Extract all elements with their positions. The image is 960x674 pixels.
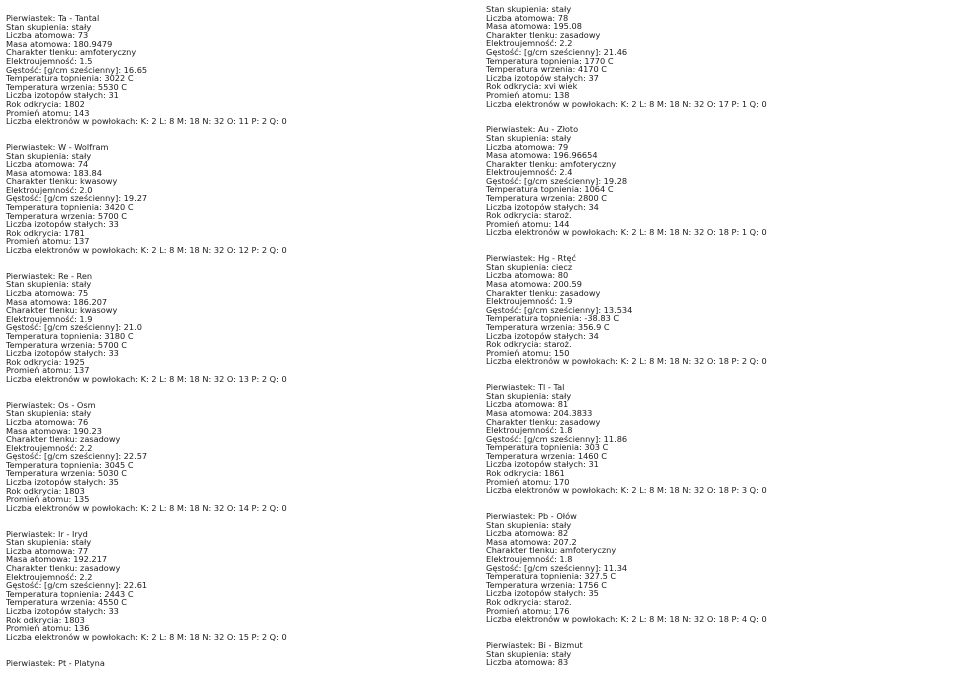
element-entry xyxy=(6,401,476,513)
entry-property-line: Liczba izotopów stałych: 34 xyxy=(486,201,599,212)
entry-property-line: Rok odkrycia: 1803 xyxy=(6,614,85,625)
entry-property-line: Rok odkrycia: staroż. xyxy=(486,339,572,350)
entry-property-line: Promień atomu: 170 xyxy=(486,476,570,487)
entry-property-line: Masa atomowa: 192.217 xyxy=(6,554,108,565)
entry-heading-line: Pierwiastek: Pb - Ołów xyxy=(486,511,577,522)
entry-property-line: Gęstość: [g/cm sześcienny]: 11.34 xyxy=(486,562,628,573)
entry-property-line: Temperatura topnienia: 3022 C xyxy=(6,73,134,84)
entry-property-line: Masa atomowa: 207.2 xyxy=(486,536,577,547)
entry-property-line: Liczba elektronów w powłokach: K: 2 L: 8 M: 18 N: 32 O: 18 P: 3 Q: 0 xyxy=(486,485,767,496)
entry-property-line: Liczba atomowa: 80 xyxy=(486,270,569,281)
entry-separator xyxy=(486,108,956,125)
entry-property-line: Temperatura wrzenia: 5030 C xyxy=(6,468,128,479)
entry-property-line: Temperatura topnienia: 1064 C xyxy=(486,184,614,195)
entry-property-line: Stan skupienia: stały xyxy=(486,390,572,401)
entry-property-line: Rok odkrycia: staroż. xyxy=(486,596,572,607)
entry-property-line: Liczba izotopów stałych: 31 xyxy=(6,90,119,101)
entry-property-line: Masa atomowa: 186.207 xyxy=(6,296,108,307)
entry-property-line: Masa atomowa: 195.08 xyxy=(486,21,582,32)
entry-property-line: Liczba izotopów stałych: 35 xyxy=(6,477,119,488)
entry-property-line: Promień atomu: 144 xyxy=(486,218,570,229)
entry-property-line: Temperatura wrzenia: 2800 C xyxy=(486,193,608,204)
entry-heading-line: Pierwiastek: Re - Ren xyxy=(6,270,93,281)
entry-property-line: Liczba izotopów stałych: 33 xyxy=(6,605,119,616)
entry-heading-line: Pierwiastek: Ta - Tantal xyxy=(6,13,100,23)
entry-property-line: Charakter tlenku: amfoteryczny xyxy=(486,158,617,169)
entry-property-line: Elektroujemność: 2.0 xyxy=(6,184,93,195)
right-column xyxy=(486,0,956,667)
entry-property-line: Liczba elektronów w powłokach: K: 2 L: 8 M: 18 N: 32 O: 18 P: 2 Q: 0 xyxy=(486,356,767,367)
entry-property-line: Promień atomu: 143 xyxy=(6,107,90,118)
entry-property-line: Liczba atomowa: 77 xyxy=(6,545,89,556)
entry-property-line: Liczba izotopów stałych: 33 xyxy=(6,219,119,230)
entry-property-line: Liczba atomowa: 73 xyxy=(6,30,89,41)
element-entry xyxy=(6,143,476,255)
entry-property-line: Masa atomowa: 180.9479 xyxy=(6,38,113,49)
entry-property-line: Promień atomu: 137 xyxy=(6,236,90,247)
entry-heading-line: Pierwiastek: Ir - Iryd xyxy=(6,528,88,539)
entry-heading-line: Pierwiastek: Pt - Platyna xyxy=(6,657,105,668)
entry-heading-line: Pierwiastek: Au - Złoto xyxy=(486,124,579,135)
entry-heading-line: Pierwiastek: Hg - Rtęć xyxy=(486,253,576,264)
entry-property-line: Temperatura topnienia: 2443 C xyxy=(6,588,134,599)
entry-property-line: Stan skupienia: ciecz xyxy=(486,261,573,272)
element-entry xyxy=(6,530,476,642)
entry-property-line: Elektroujemność: 2.4 xyxy=(486,167,573,178)
entry-property-line: Liczba elektronów w powłokach: K: 2 L: 8 M: 18 N: 32 O: 17 P: 1 Q: 0 xyxy=(486,98,767,109)
entry-property-line: Promień atomu: 176 xyxy=(486,605,570,616)
entry-property-line: Rok odkrycia: 1803 xyxy=(6,485,85,496)
entry-separator xyxy=(6,641,476,658)
entry-property-line: Rok odkrycia: xvi wiek xyxy=(486,81,578,92)
element-entry xyxy=(486,512,956,624)
entry-separator xyxy=(486,495,956,512)
entry-property-line: Temperatura wrzenia: 4550 C xyxy=(6,597,128,608)
entry-property-line: Gęstość: [g/cm sześcienny]: 21.46 xyxy=(486,46,628,57)
element-entry xyxy=(486,254,956,366)
entry-property-line: Rok odkrycia: staroż. xyxy=(486,210,572,221)
entry-property-line: Gęstość: [g/cm sześcienny]: 16.65 xyxy=(6,64,148,75)
entry-heading-line: Pierwiastek: W - Wolfram xyxy=(6,141,109,152)
entry-property-line: Temperatura topnienia: 327.5 C xyxy=(486,571,617,582)
entry-property-line: Elektroujemność: 1.9 xyxy=(6,313,93,324)
entry-property-line: Liczba atomowa: 81 xyxy=(486,399,569,410)
entry-property-line: Temperatura topnienia: 1770 C xyxy=(486,55,614,66)
entry-property-line: Gęstość: [g/cm sześcienny]: 13.534 xyxy=(486,304,633,315)
entry-property-line: Temperatura wrzenia: 5530 C xyxy=(6,81,128,92)
entry-heading-line: Stan skupienia: stały xyxy=(486,4,572,14)
entry-property-line: Gęstość: [g/cm sześcienny]: 22.57 xyxy=(6,451,148,462)
entry-property-line: Liczba elektronów w powłokach: K: 2 L: 8 M: 18 N: 32 O: 12 P: 2 Q: 0 xyxy=(6,245,287,256)
entry-property-line: Temperatura wrzenia: 4170 C xyxy=(486,64,608,75)
entry-property-line: Liczba izotopów stałych: 33 xyxy=(6,348,119,359)
entry-property-line: Temperatura wrzenia: 5700 C xyxy=(6,210,128,221)
entry-property-line: Gęstość: [g/cm sześcienny]: 22.61 xyxy=(6,580,148,591)
entry-property-line: Temperatura topnienia: 303 C xyxy=(486,442,609,453)
entry-property-line: Temperatura topnienia: 3180 C xyxy=(6,330,134,341)
entry-property-line: Temperatura wrzenia: 1756 C xyxy=(486,579,608,590)
entry-property-line: Masa atomowa: 204.3833 xyxy=(486,407,593,418)
element-entry xyxy=(486,641,956,667)
entry-property-line: Liczba atomowa: 74 xyxy=(6,159,89,170)
entry-separator xyxy=(6,512,476,529)
entry-separator xyxy=(486,366,956,383)
entry-property-line: Masa atomowa: 190.23 xyxy=(6,425,102,436)
left-column xyxy=(6,0,476,667)
entry-property-line: Liczba atomowa: 79 xyxy=(486,141,569,152)
entry-property-line: Stan skupienia: stały xyxy=(6,279,92,290)
entry-property-line: Charakter tlenku: zasadowy xyxy=(486,287,601,298)
entry-separator xyxy=(6,126,476,143)
entry-property-line: Masa atomowa: 196.96654 xyxy=(486,150,598,161)
entry-property-line: Elektroujemność: 1.5 xyxy=(6,55,93,66)
entry-property-line: Charakter tlenku: amfoteryczny xyxy=(486,545,617,556)
entry-property-line: Elektroujemność: 1.9 xyxy=(486,296,573,307)
entry-property-line: Temperatura topnienia: 3420 C xyxy=(6,202,134,213)
entry-property-line: Liczba atomowa: 75 xyxy=(6,288,89,298)
entry-property-line: Liczba elektronów w powłokach: K: 2 L: 8 M: 18 N: 32 O: 13 P: 2 Q: 0 xyxy=(6,373,287,384)
entry-property-line: Charakter tlenku: kwasowy xyxy=(6,305,118,316)
entry-property-line: Liczba atomowa: 78 xyxy=(486,12,569,23)
entry-property-line: Liczba elektronów w powłokach: K: 2 L: 8 M: 18 N: 32 O: 15 P: 2 Q: 0 xyxy=(6,631,287,642)
entry-property-line: Stan skupienia: stały xyxy=(486,132,572,143)
entry-property-line: Rok odkrycia: 1781 xyxy=(6,227,85,238)
entry-property-line: Charakter tlenku: kwasowy xyxy=(6,176,118,187)
entry-separator xyxy=(486,237,956,254)
entry-property-line: Stan skupienia: stały xyxy=(6,408,92,419)
entry-property-line: Temperatura wrzenia: 1460 C xyxy=(486,450,608,461)
entry-property-line: Liczba atomowa: 76 xyxy=(6,416,89,427)
entry-property-line: Temperatura topnienia: -38.83 C xyxy=(486,313,620,324)
entry-heading-line: Pierwiastek: Os - Osm xyxy=(6,399,96,410)
entry-property-line: Masa atomowa: 183.84 xyxy=(6,167,102,178)
entry-property-line: Gęstość: [g/cm sześcienny]: 19.28 xyxy=(486,175,628,186)
entry-property-line: Liczba izotopów stałych: 37 xyxy=(486,72,599,83)
entry-property-line: Liczba izotopów stałych: 34 xyxy=(486,330,599,341)
entry-property-line: Stan skupienia: stały xyxy=(486,519,572,530)
element-entry xyxy=(486,125,956,237)
entry-property-line: Charakter tlenku: zasadowy xyxy=(486,29,601,40)
entry-property-line: Liczba elektronów w powłokach: K: 2 L: 8 M: 18 N: 32 O: 11 P: 2 Q: 0 xyxy=(6,116,287,127)
entry-property-line: Charakter tlenku: amfoteryczny xyxy=(6,47,137,58)
entry-property-line: Rok odkrycia: 1802 xyxy=(6,98,85,109)
entry-property-line: Temperatura wrzenia: 5700 C xyxy=(6,339,128,350)
entry-property-line: Elektroujemność: 1.8 xyxy=(486,425,573,436)
entry-property-line: Liczba elektronów w powłokach: K: 2 L: 8 M: 18 N: 32 O: 18 P: 4 Q: 0 xyxy=(486,614,767,625)
entry-property-line: Temperatura wrzenia: 356.9 C xyxy=(486,321,610,332)
entry-property-line: Rok odkrycia: 1925 xyxy=(6,356,85,367)
entry-separator xyxy=(486,624,956,641)
entry-heading-line: Pierwiastek: Tl - Tal xyxy=(486,382,565,393)
entry-property-line: Liczba elektronów w powłokach: K: 2 L: 8 M: 18 N: 32 O: 14 P: 2 Q: 0 xyxy=(6,502,287,513)
entry-property-line: Elektroujemność: 1.8 xyxy=(486,554,573,564)
entry-property-line: Promień atomu: 135 xyxy=(6,494,90,505)
entry-property-line: Masa atomowa: 200.59 xyxy=(486,279,582,289)
entry-property-line: Gęstość: [g/cm sześcienny]: 11.86 xyxy=(486,433,628,444)
entry-property-line: Promień atomu: 137 xyxy=(6,365,90,376)
entry-property-line: Gęstość: [g/cm sześcienny]: 21.0 xyxy=(6,322,142,333)
entry-property-line: Liczba izotopów stałych: 35 xyxy=(486,588,599,599)
entry-property-line: Elektroujemność: 2.2 xyxy=(6,571,93,582)
entry-property-line: Temperatura topnienia: 3045 C xyxy=(6,459,134,470)
entry-property-line: Elektroujemność: 2.2 xyxy=(6,442,93,453)
entry-property-line: Promień atomu: 150 xyxy=(486,347,570,358)
entry-property-line: Stan skupienia: stały xyxy=(6,21,92,32)
entry-property-line: Promień atomu: 136 xyxy=(6,623,90,634)
entry-property-line: Liczba atomowa: 82 xyxy=(486,528,569,539)
entry-property-line: Rok odkrycia: 1861 xyxy=(486,468,565,479)
entry-heading-line: Pierwiastek: Bi - Bizmut xyxy=(486,639,583,650)
entry-property-line: Stan skupienia: stały xyxy=(486,648,572,659)
entry-property-line: Elektroujemność: 2.2 xyxy=(486,38,573,49)
element-entry xyxy=(6,272,476,384)
entry-property-line: Liczba atomowa: 83 xyxy=(486,657,569,668)
element-entry xyxy=(6,659,476,668)
entry-property-line: Charakter tlenku: zasadowy xyxy=(6,563,121,573)
entry-property-line: Charakter tlenku: zasadowy xyxy=(6,434,121,445)
entry-property-line: Stan skupienia: stały xyxy=(6,150,92,161)
entry-property-line: Charakter tlenku: zasadowy xyxy=(486,416,601,427)
entry-property-line: Stan skupienia: stały xyxy=(6,537,92,548)
entry-separator xyxy=(6,384,476,401)
element-entry xyxy=(486,383,956,495)
entry-property-line: Liczba izotopów stałych: 31 xyxy=(486,459,599,470)
entry-property-line: Promień atomu: 138 xyxy=(486,89,570,100)
entry-separator xyxy=(6,255,476,272)
element-entry xyxy=(486,5,956,108)
entry-property-line: Liczba elektronów w powłokach: K: 2 L: 8 M: 18 N: 32 O: 18 P: 1 Q: 0 xyxy=(486,227,767,238)
entry-property-line: Gęstość: [g/cm sześcienny]: 19.27 xyxy=(6,193,148,204)
element-entry xyxy=(6,14,476,126)
